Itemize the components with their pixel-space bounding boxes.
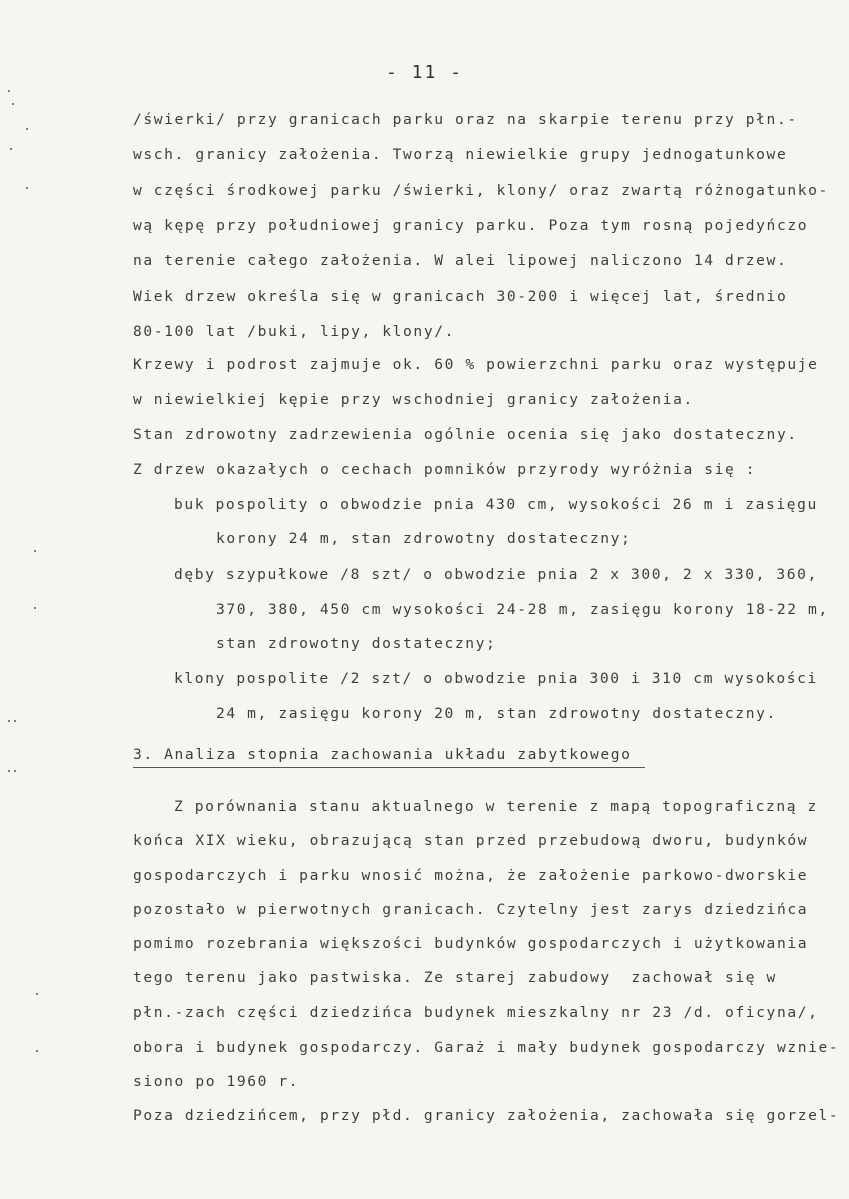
text-line: końca XIX wieku, obrazującą stan przed przebudową dworu, budynków [133, 832, 809, 849]
text-line: Wiek drzew określa się w granicach 30-200 i więcej lat, średnio [133, 288, 788, 305]
text-line: buk pospolity o obwodzie pnia 430 cm, wysokości 26 m i zasięgu [174, 496, 818, 513]
text-line: korony 24 m, stan zdrowotny dostateczny; [216, 530, 632, 547]
text-line: obora i budynek gospodarczy. Garaż i mały budynek gospodarczy wznie- [133, 1039, 840, 1056]
scan-speck [26, 128, 28, 130]
scan-speck [8, 90, 10, 92]
text-line: Z porównania stanu aktualnego w terenie z mapą topograficzną z [174, 798, 818, 815]
text-line: w niewielkiej kępie przy wschodniej granicy założenia. [133, 391, 694, 408]
scan-speck [36, 993, 38, 995]
text-line: wsch. granicy założenia. Tworzą niewielkie grupy jednogatunkowe [133, 146, 788, 163]
text-line: Krzewy i podrost zajmuje ok. 60 % powierzchni parku oraz występuje [133, 356, 819, 373]
scan-speck [26, 187, 28, 189]
scan-speck [14, 770, 16, 772]
scan-speck [12, 103, 14, 105]
text-line: 24 m, zasięgu korony 20 m, stan zdrowotny dostateczny. [216, 705, 777, 722]
text-line: 370, 380, 450 cm wysokości 24-28 m, zasięgu korony 18-22 m, [216, 601, 829, 618]
scan-speck [14, 720, 16, 722]
text-line: tego terenu jako pastwiska. Ze starej zabudowy zachował się w [133, 969, 777, 986]
scan-speck [8, 720, 10, 722]
scan-speck [36, 1050, 38, 1052]
text-line: Poza dziedzińcem, przy płd. granicy założenia, zachowała się gorzel- [133, 1107, 840, 1124]
text-line: pomimo rozebrania większości budynków gospodarczych i użytkowania [133, 935, 809, 952]
text-line: Stan zdrowotny zadrzewienia ogólnie ocenia się jako dostateczny. [133, 426, 798, 443]
scan-speck [34, 607, 36, 609]
text-line: wą kępę przy południowej granicy parku. Poza tym rosną pojedyńczo [133, 217, 809, 234]
heading-underline [133, 767, 645, 768]
text-line: klony pospolite /2 szt/ o obwodzie pnia 300 i 310 cm wysokości [174, 670, 818, 687]
text-line: na terenie całego założenia. W alei lipowej naliczono 14 drzew. [133, 252, 788, 269]
text-line: 80-100 lat /buki, lipy, klony/. [133, 323, 455, 340]
scan-speck [8, 770, 10, 772]
text-line: Z drzew okazałych o cechach pomników przyrody wyróżnia się : [133, 461, 757, 478]
section-heading: 3. Analiza stopnia zachowania układu zabytkowego [133, 746, 632, 763]
text-line: siono po 1960 r. [133, 1073, 300, 1090]
page-number: - 11 - [385, 62, 464, 83]
text-line: dęby szypułkowe /8 szt/ o obwodzie pnia 2 x 300, 2 x 330, 360, [174, 566, 818, 583]
text-line: w części środkowej parku /świerki, klony/ oraz zwartą różnogatunko- [133, 182, 829, 199]
text-line: płn.-zach części dziedzińca budynek mieszkalny nr 23 /d. oficyna/, [133, 1004, 819, 1021]
text-line: pozostało w pierwotnych granicach. Czytelny jest zarys dziedzińca [133, 901, 809, 918]
text-line: gospodarczych i parku wnosić można, że założenie parkowo-dworskie [133, 867, 809, 884]
scan-speck [10, 148, 12, 150]
text-line: /świerki/ przy granicach parku oraz na skarpie terenu przy płn.- [133, 111, 798, 128]
scan-speck [34, 550, 36, 552]
text-line: stan zdrowotny dostateczny; [216, 635, 497, 652]
